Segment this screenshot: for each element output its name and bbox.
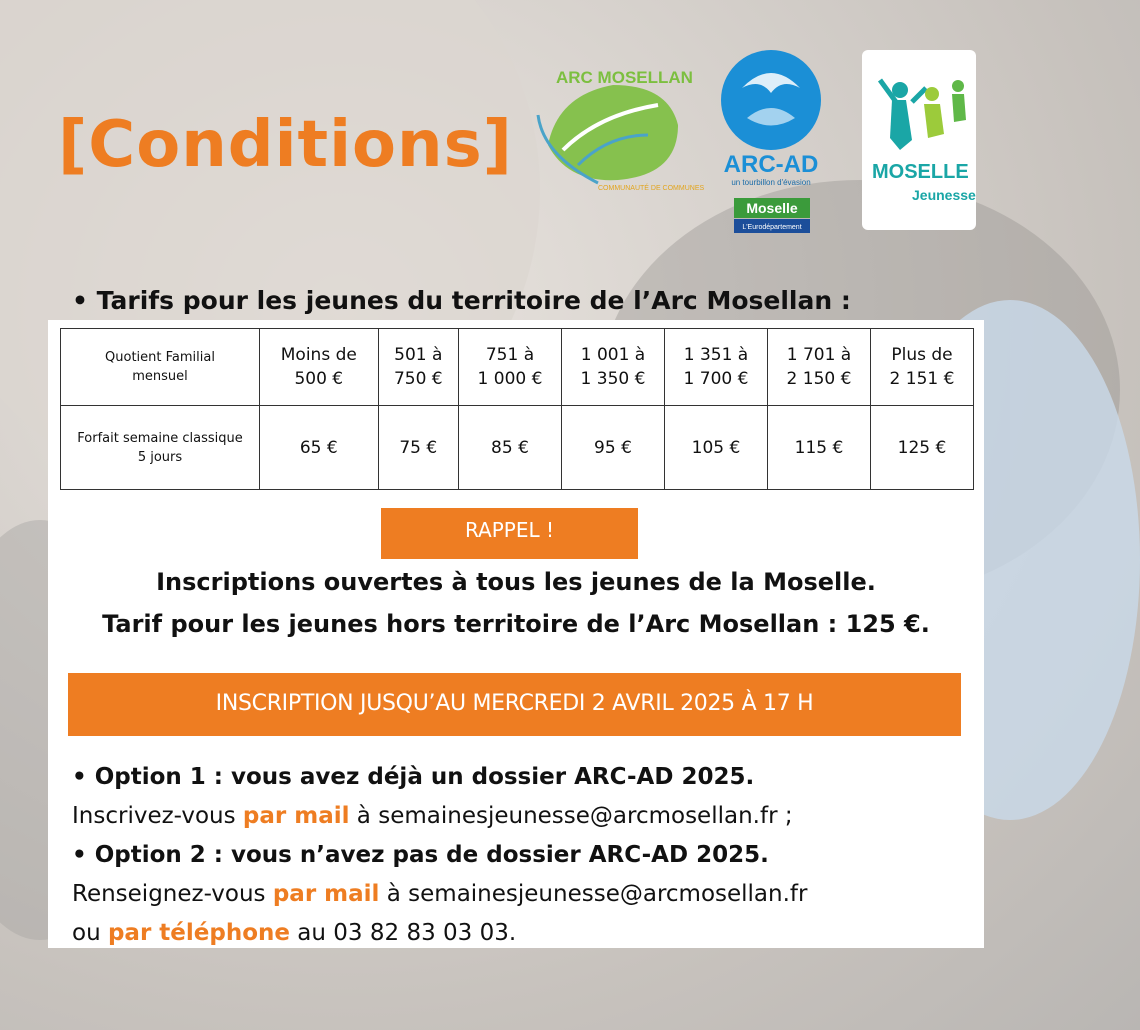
tarif-table (60, 328, 974, 490)
moselle-logo-text: Moselle (746, 200, 798, 216)
arc-mosellan-logo-tagline: COMMUNAUTÉ DE COMMUNES (598, 185, 705, 192)
table-cell: 115 € (767, 406, 870, 490)
table-cell: 1 351 à 1 700 € (664, 329, 767, 406)
table-cell: 105 € (664, 406, 767, 490)
par-mail-highlight: par mail (272, 881, 380, 907)
rappel-banner: RAPPEL ! (381, 508, 638, 559)
tarifs-subtitle: • Tarifs pour les jeunes du territoire de l’Arc Mosellan : (72, 286, 851, 315)
arcad-logo (712, 48, 830, 240)
option-1-title: • Option 1 : vous avez déjà un dossier ARC-AD 2025. (72, 764, 755, 790)
arc-mosellan-logo (518, 55, 705, 195)
table-row-label: Quotient Familial mensuel (61, 329, 260, 406)
par-mail-highlight: par mail (242, 803, 350, 829)
table-row-label: Forfait semaine classique 5 jours (61, 406, 260, 490)
table-cell: Moins de 500 € (260, 329, 379, 406)
table-cell: 65 € (260, 406, 379, 490)
arc-mosellan-logo-text: ARC MOSELLAN (556, 68, 693, 87)
table-header-row (61, 329, 974, 406)
option-1-text: Inscrivez-vous par mail à semainesjeunesse@arcmosellan.fr ; (72, 803, 793, 829)
par-telephone-highlight: par téléphone (107, 920, 290, 946)
moselle-logo-tagline: L'Eurodépartement (742, 224, 802, 231)
table-cell: 85 € (458, 406, 561, 490)
table-cell: 75 € (378, 406, 458, 490)
table-cell: 1 701 à 2 150 € (767, 329, 870, 406)
table-row (61, 406, 974, 490)
table-cell: Plus de 2 151 € (870, 329, 973, 406)
option-2-text: Renseignez-vous par mail à semainesjeunesse@arcmosellan.fr (72, 881, 808, 907)
table-cell: 1 001 à 1 350 € (561, 329, 664, 406)
table-cell: 125 € (870, 406, 973, 490)
moselle-jeunesse-logo-text: MOSELLE (872, 161, 969, 183)
moselle-jeunesse-logo-tagline: Jeunesse (912, 187, 976, 203)
option-2-phone-text: ou par téléphone au 03 82 83 03 03. (72, 920, 517, 946)
table-cell: 501 à 750 € (378, 329, 458, 406)
arcad-logo-text: ARC-AD (723, 151, 819, 178)
rappel-line-1: Inscriptions ouvertes à tous les jeunes de la Moselle. (156, 568, 876, 596)
page-title: [Conditions] (58, 108, 513, 182)
option-2-title: • Option 2 : vous n’avez pas de dossier ARC-AD 2025. (72, 842, 769, 868)
table-cell: 751 à 1 000 € (458, 329, 561, 406)
rappel-line-2: Tarif pour les jeunes hors territoire de l’Arc Mosellan : 125 €. (102, 610, 930, 638)
deadline-banner: INSCRIPTION JUSQU’AU MERCREDI 2 AVRIL 2025 À 17 H (68, 673, 961, 736)
arcad-logo-tagline: un tourbillon d'évasion (731, 178, 811, 187)
table-cell: 95 € (561, 406, 664, 490)
moselle-jeunesse-logo (862, 50, 976, 230)
